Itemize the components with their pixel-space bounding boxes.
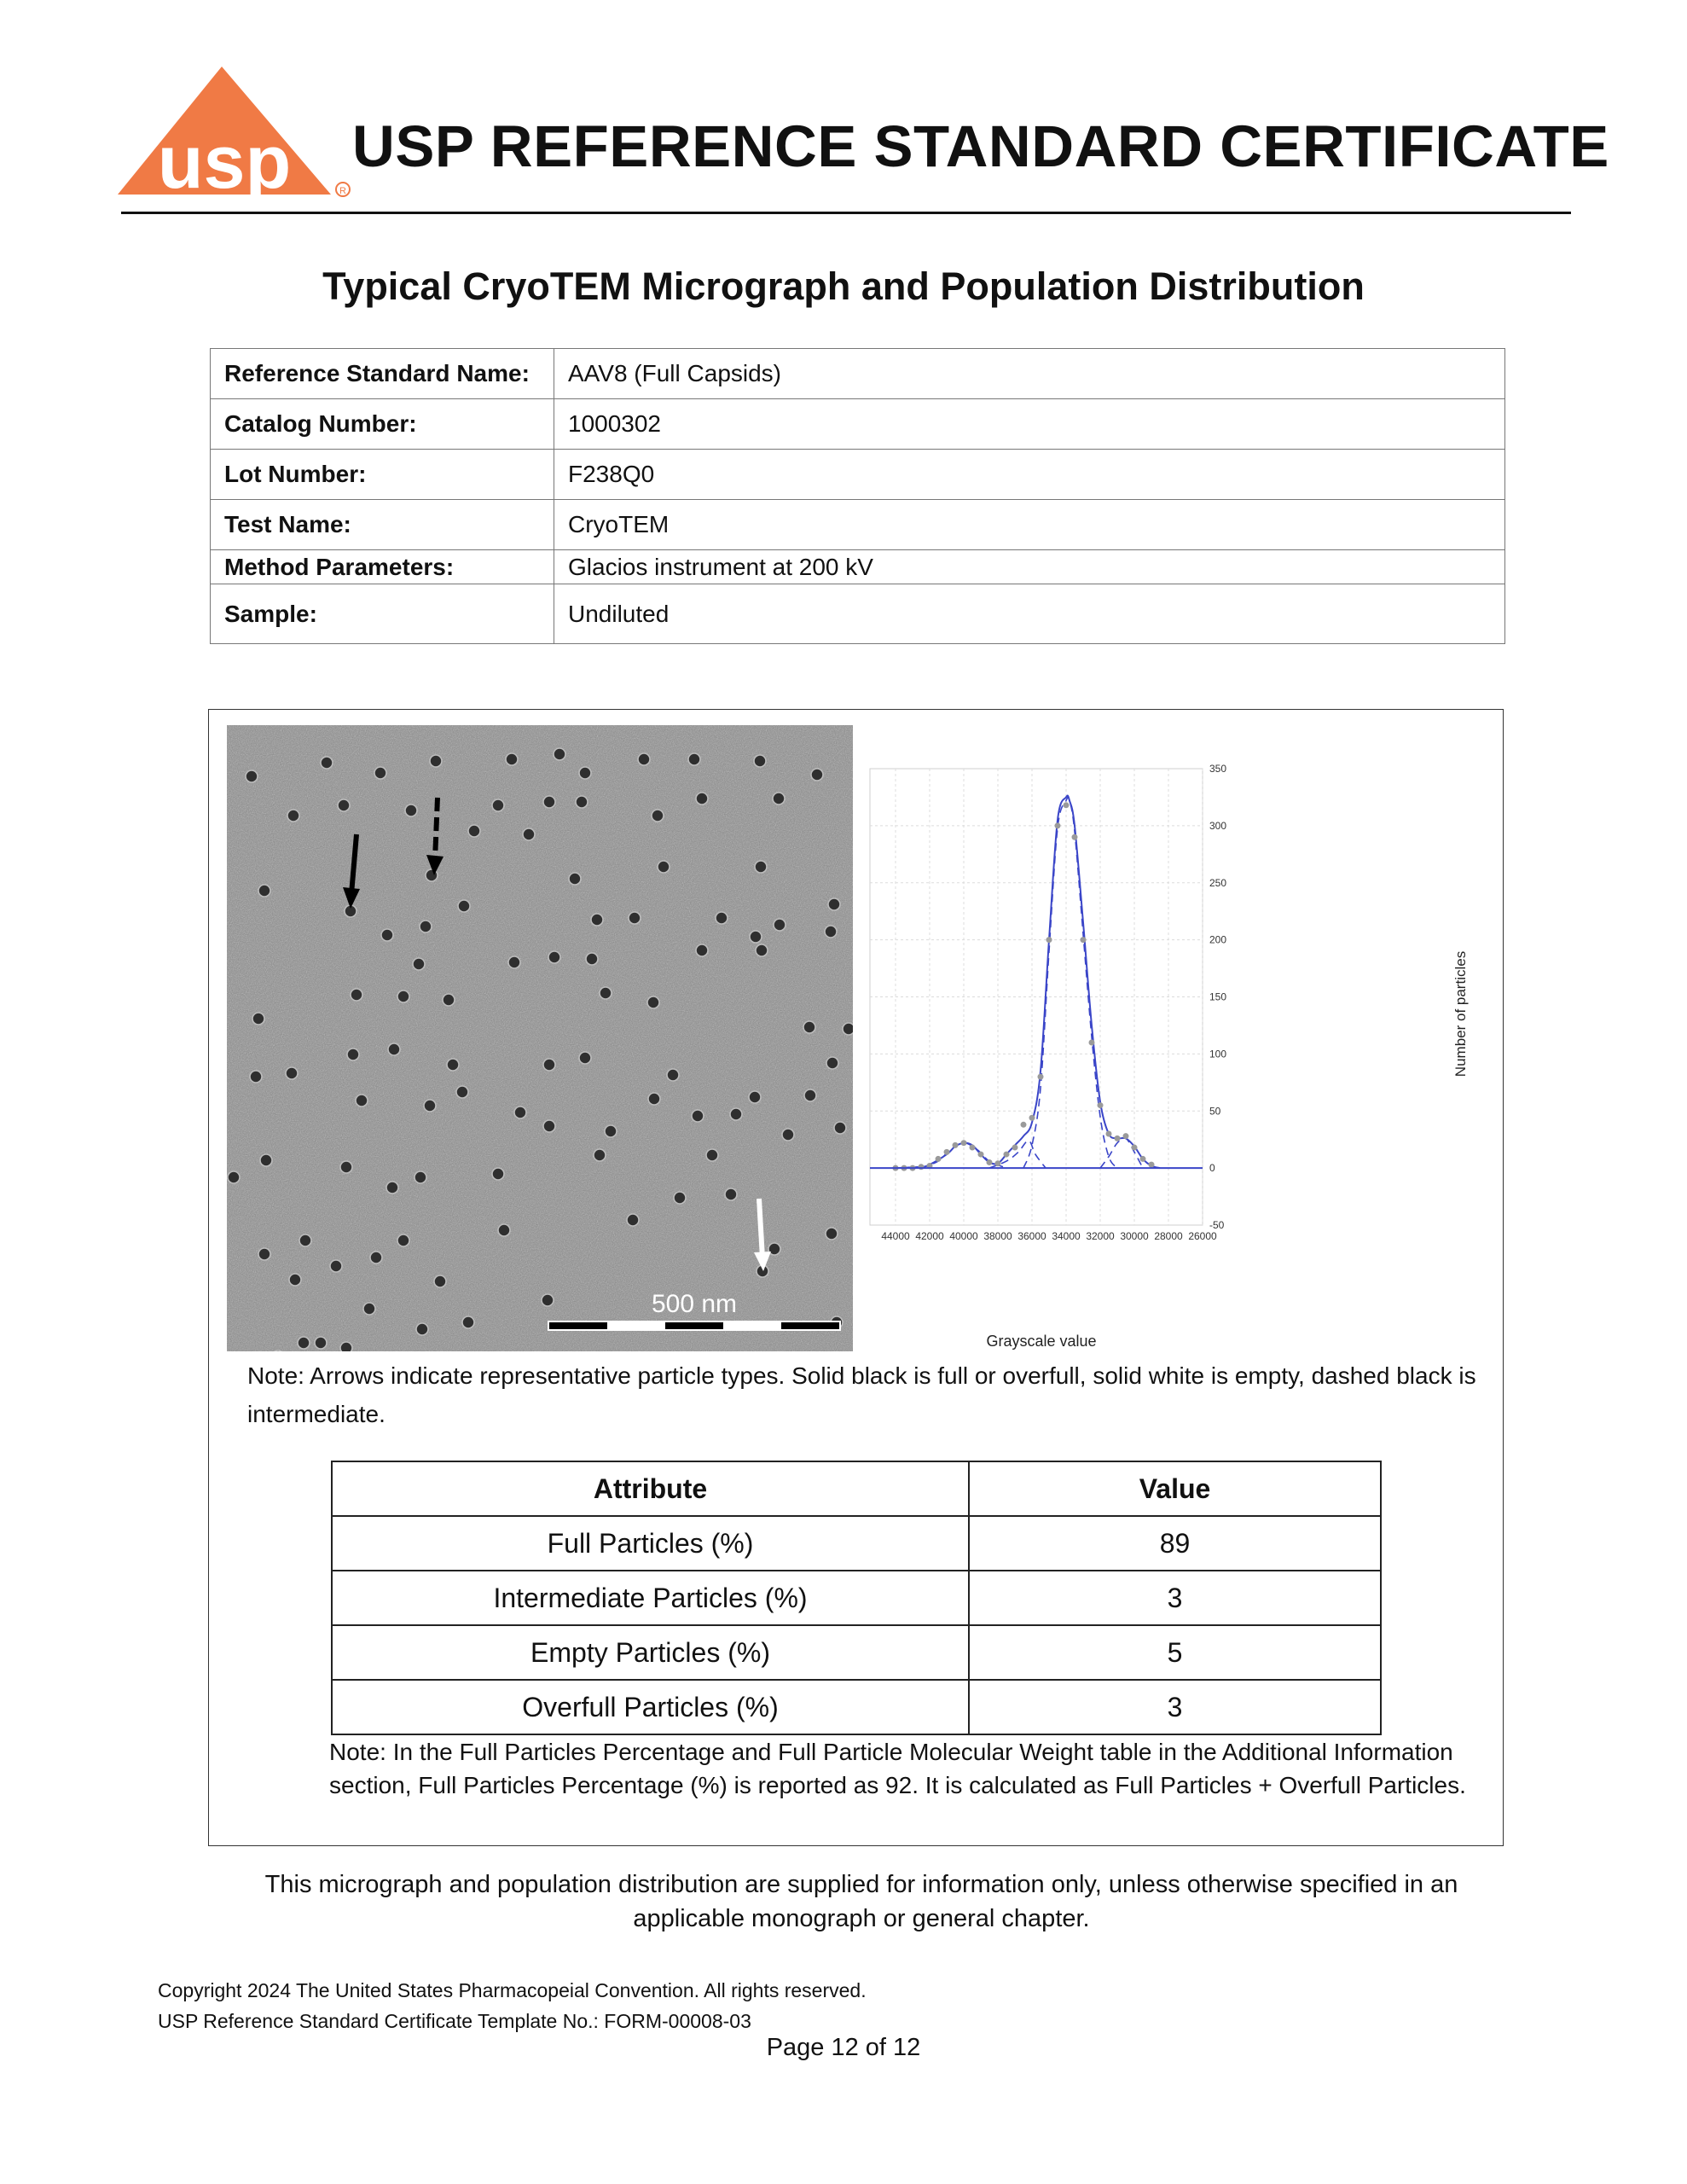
- arrow-legend-note: Note: Arrows indicate representative particle types. Solid black is full or overfull, solid white is empty, dashed black is intermediate.: [247, 1362, 1476, 1427]
- data-point: [1140, 1156, 1146, 1162]
- value-cell: 5: [969, 1625, 1381, 1680]
- particle: [811, 769, 823, 781]
- particle: [652, 810, 664, 822]
- particle: [228, 1171, 240, 1183]
- y-axis-label: Number of particles: [1452, 950, 1469, 1077]
- particle: [543, 1059, 555, 1071]
- particle: [755, 861, 767, 873]
- particle: [286, 1067, 298, 1079]
- page-title: Typical CryoTEM Micrograph and Population Distribution: [322, 264, 1365, 308]
- particle: [315, 1337, 327, 1349]
- particle: [508, 956, 520, 968]
- particle: [424, 1100, 436, 1112]
- x-tick-label: 26000: [1188, 1230, 1217, 1242]
- particle: [803, 1021, 815, 1033]
- particle: [506, 753, 518, 765]
- data-point: [1081, 937, 1087, 943]
- certificate-title: USP REFERENCE STANDARD CERTIFICATE: [352, 113, 1609, 179]
- info-value: Undiluted: [554, 584, 1505, 644]
- usp-logo: [118, 60, 365, 203]
- info-value: Glacios instrument at 200 kV: [554, 550, 1505, 584]
- particle: [498, 1224, 510, 1236]
- attribute-cell: Overfull Particles (%): [332, 1680, 969, 1734]
- x-tick-label: 36000: [1017, 1230, 1046, 1242]
- particle-attribute-table: [331, 1461, 1382, 1735]
- particle: [826, 1228, 838, 1240]
- particle: [725, 1188, 737, 1200]
- reference-info-table: [210, 348, 1505, 644]
- x-tick-label: 32000: [1086, 1230, 1115, 1242]
- particle: [447, 1059, 459, 1071]
- info-label: Catalog Number:: [211, 399, 554, 450]
- particle: [458, 900, 470, 912]
- y-tick-label: -50: [1209, 1219, 1225, 1231]
- particle: [843, 1023, 853, 1035]
- data-point: [1132, 1145, 1138, 1151]
- y-axis-ticks: [1209, 763, 1226, 1231]
- attribute-cell: Full Particles (%): [332, 1516, 969, 1571]
- particle: [600, 987, 612, 999]
- particle: [825, 926, 837, 938]
- data-point: [1089, 1040, 1095, 1046]
- particle: [696, 944, 708, 956]
- data-point: [919, 1164, 925, 1170]
- particle: [413, 958, 425, 970]
- particle: [415, 1171, 426, 1183]
- particle: [627, 1214, 639, 1226]
- data-point: [1012, 1145, 1018, 1151]
- scale-bar-label: 500 nm: [651, 1290, 738, 1318]
- x-tick-label: 40000: [949, 1230, 978, 1242]
- particle: [543, 1120, 555, 1132]
- y-tick-label: 250: [1209, 876, 1227, 889]
- fit-component-curve: [1100, 1138, 1143, 1168]
- scale-bar: [548, 1321, 841, 1331]
- info-row: [211, 584, 1505, 644]
- particle: [638, 753, 650, 765]
- particle: [576, 796, 588, 808]
- particle: [434, 1275, 446, 1287]
- info-row: [211, 500, 1505, 550]
- table-header-row: [332, 1461, 1381, 1516]
- data-point: [1149, 1162, 1155, 1168]
- data-point: [970, 1145, 976, 1151]
- y-tick-label: 200: [1209, 933, 1227, 946]
- data-point: [1123, 1133, 1129, 1139]
- info-label: Lot Number:: [211, 450, 554, 500]
- data-point: [995, 1160, 1001, 1166]
- particle: [782, 1129, 794, 1141]
- y-tick-label: 50: [1209, 1105, 1221, 1118]
- particle: [340, 1342, 352, 1351]
- data-point: [1046, 937, 1052, 943]
- data-point: [944, 1149, 950, 1155]
- particle: [828, 898, 840, 910]
- particle: [388, 1043, 400, 1055]
- data-point: [1021, 1122, 1027, 1128]
- particle: [647, 996, 659, 1008]
- attribute-cell: Empty Particles (%): [332, 1625, 969, 1680]
- particle: [492, 799, 504, 811]
- particle: [579, 767, 591, 779]
- x-axis-label: Grayscale value: [986, 1333, 1097, 1350]
- particle: [405, 804, 417, 816]
- particle: [749, 1091, 761, 1103]
- data-point: [1029, 1115, 1035, 1121]
- particle: [468, 825, 480, 837]
- particle: [542, 1294, 554, 1306]
- value-cell: 89: [969, 1516, 1381, 1571]
- data-point: [1004, 1152, 1010, 1158]
- particle: [397, 1234, 409, 1246]
- info-row: [211, 349, 1505, 399]
- data-point: [987, 1159, 993, 1165]
- copyright-line: Copyright 2024 The United States Pharmacopeial Convention. All rights reserved.: [158, 1979, 867, 2001]
- particle: [648, 1093, 660, 1105]
- particle: [456, 1086, 468, 1098]
- particle: [420, 921, 432, 932]
- particle: [692, 1110, 704, 1122]
- info-value: CryoTEM: [554, 500, 1505, 550]
- particle: [298, 1337, 310, 1349]
- particle: [774, 919, 786, 931]
- data-point: [1106, 1131, 1112, 1137]
- table-row: [332, 1516, 1381, 1571]
- full-percentage-note: Note: In the Full Particles Percentage and Full Particle Molecular Weight table in the Additional Information section, Full Particles Percentage (%) is reported as 92. It is calculated as Full Particles + Overfull Particles.: [329, 1739, 1466, 1798]
- particle: [804, 1089, 816, 1101]
- particle: [730, 1108, 742, 1120]
- particle: [252, 1013, 264, 1025]
- fit-curve: [896, 796, 1160, 1169]
- fit-component-curve: [1023, 797, 1117, 1168]
- particle: [696, 793, 708, 804]
- particle: [688, 753, 700, 765]
- particle: [605, 1125, 617, 1137]
- particle: [750, 931, 762, 943]
- page-number: Page 12 of 12: [766, 2034, 921, 2061]
- particle: [258, 1248, 270, 1260]
- particle: [347, 1048, 359, 1060]
- particle: [706, 1149, 718, 1161]
- info-label: Sample:: [211, 584, 554, 644]
- info-value: AAV8 (Full Capsids): [554, 349, 1505, 399]
- x-tick-label: 44000: [881, 1230, 910, 1242]
- particle: [586, 953, 598, 965]
- particle: [321, 757, 333, 769]
- particle: [250, 1071, 262, 1083]
- particle: [287, 810, 299, 822]
- info-row: [211, 550, 1505, 584]
- header-divider: [121, 212, 1571, 214]
- table-row: [332, 1680, 1381, 1734]
- population-distribution-chart: [867, 762, 1472, 1350]
- particle: [462, 1316, 474, 1328]
- y-tick-label: 0: [1209, 1162, 1215, 1175]
- data-point: [1072, 834, 1078, 840]
- x-tick-label: 38000: [983, 1230, 1012, 1242]
- x-tick-label: 28000: [1154, 1230, 1183, 1242]
- value-cell: 3: [969, 1680, 1381, 1734]
- particle: [443, 994, 455, 1006]
- particle: [554, 748, 565, 760]
- table-row: [332, 1571, 1381, 1625]
- svg-text:usp: usp: [157, 119, 292, 203]
- x-axis-ticks: [881, 1230, 1217, 1242]
- attribute-cell: Intermediate Particles (%): [332, 1571, 969, 1625]
- x-tick-label: 42000: [915, 1230, 944, 1242]
- particle: [591, 914, 603, 926]
- particle: [430, 755, 442, 767]
- particle: [773, 793, 785, 804]
- data-point: [1055, 822, 1061, 828]
- particle: [260, 1154, 272, 1166]
- particle: [629, 912, 641, 924]
- particle: [330, 1260, 342, 1272]
- particle: [658, 861, 670, 873]
- particle: [834, 1122, 846, 1134]
- particle: [492, 1168, 504, 1180]
- y-tick-label: 350: [1209, 763, 1227, 775]
- particle: [667, 1069, 679, 1081]
- info-row: [211, 450, 1505, 500]
- data-point: [1115, 1136, 1121, 1141]
- data-point: [1098, 1102, 1104, 1108]
- particle: [543, 796, 555, 808]
- particle: [416, 1323, 428, 1335]
- info-label: Method Parameters:: [211, 550, 554, 584]
- info-label: Reference Standard Name:: [211, 349, 554, 399]
- template-number: USP Reference Standard Certificate Template No.: FORM-00008-03: [158, 2010, 751, 2032]
- data-point: [1064, 802, 1070, 808]
- particle: [569, 873, 581, 885]
- cryotem-micrograph: [227, 725, 853, 1351]
- info-value: F238Q0: [554, 450, 1505, 500]
- particle: [826, 1057, 838, 1069]
- particle: [340, 1161, 352, 1173]
- particle: [370, 1252, 382, 1263]
- column-header-value: Value: [969, 1461, 1381, 1516]
- particle: [381, 929, 393, 941]
- particle: [579, 1052, 591, 1064]
- column-header-attribute: Attribute: [332, 1461, 969, 1516]
- y-tick-label: 100: [1209, 1048, 1227, 1060]
- data-point: [978, 1152, 984, 1158]
- info-value: 1000302: [554, 399, 1505, 450]
- footer-copyright: [158, 1975, 867, 2036]
- particle: [397, 990, 409, 1002]
- particle: [716, 912, 728, 924]
- value-cell: 3: [969, 1571, 1381, 1625]
- particle: [246, 770, 258, 782]
- particle: [674, 1192, 686, 1204]
- particle: [594, 1149, 606, 1161]
- data-point: [1038, 1074, 1044, 1080]
- particle: [374, 767, 386, 779]
- particle: [289, 1274, 301, 1286]
- particle: [386, 1182, 398, 1194]
- particle: [356, 1095, 368, 1107]
- particle: [258, 885, 270, 897]
- particle: [756, 944, 768, 956]
- particle: [523, 828, 535, 840]
- y-tick-label: 150: [1209, 990, 1227, 1003]
- table-row: [332, 1625, 1381, 1680]
- x-tick-label: 34000: [1052, 1230, 1081, 1242]
- particle: [548, 951, 560, 963]
- disclaimer-text: This micrograph and population distribution are supplied for information only, unless otherwise specified in an applicable monograph or general chapter.: [264, 1871, 1458, 1932]
- particle: [754, 755, 766, 767]
- particle: [351, 989, 362, 1001]
- data-point: [953, 1142, 959, 1148]
- info-label: Test Name:: [211, 500, 554, 550]
- svg-text:R: R: [339, 186, 346, 196]
- particle: [299, 1234, 311, 1246]
- data-point: [936, 1156, 942, 1162]
- particle: [338, 799, 350, 811]
- data-points: [893, 802, 1155, 1170]
- y-tick-label: 300: [1209, 819, 1227, 832]
- particle: [514, 1107, 526, 1118]
- particle: [363, 1303, 375, 1315]
- data-point: [961, 1140, 967, 1146]
- x-tick-label: 30000: [1120, 1230, 1149, 1242]
- info-row: [211, 399, 1505, 450]
